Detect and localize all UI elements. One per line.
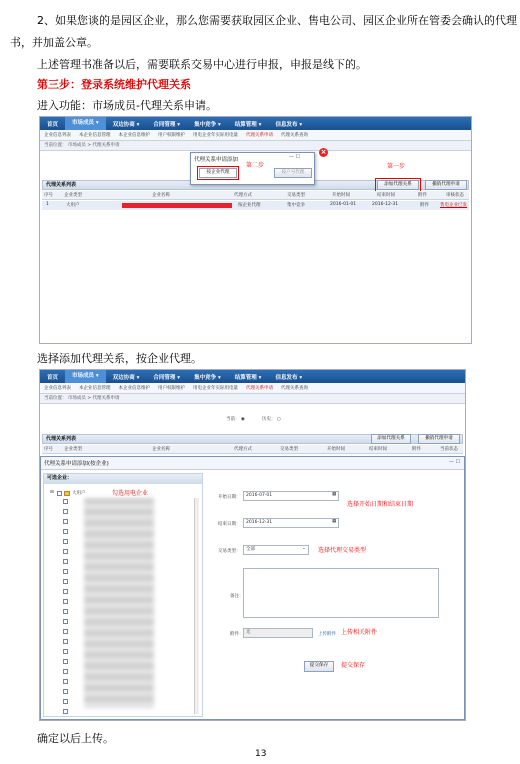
- enterprise-checkbox[interactable]: [63, 549, 68, 554]
- sub-item[interactable]: 企业信息列表: [44, 133, 71, 138]
- cancel-agency-button[interactable]: 撤销代理申请: [418, 434, 460, 444]
- status-link[interactable]: 售电企业已发: [440, 203, 467, 208]
- nav-info[interactable]: 信息发布 ▾: [275, 374, 303, 381]
- enterprise-checkbox[interactable]: [63, 539, 68, 544]
- sub-item[interactable]: 用电企业年实际用电量: [193, 386, 238, 391]
- enterprise-checkbox[interactable]: [63, 499, 68, 504]
- annotation-select: 勾选用电企业: [112, 490, 149, 497]
- page-number: 13: [255, 749, 267, 759]
- redacted-name: [122, 203, 232, 208]
- nav-contract[interactable]: 合同管理 ▾: [153, 121, 181, 128]
- dialog-title: 代理关系申请添加: [194, 157, 239, 163]
- by-account-button[interactable]: 按户号代理: [274, 168, 312, 178]
- sub-item-agency-apply[interactable]: 代理关系申请: [246, 133, 273, 138]
- col-header: 交易类型: [280, 447, 298, 452]
- col-header: 交易类型: [287, 193, 305, 198]
- sub-item[interactable]: 本企业信息维护: [118, 386, 150, 391]
- start-date-label: 开始日期：: [218, 495, 241, 500]
- cell: 附件: [420, 203, 429, 208]
- paragraph-4: 选择添加代理关系，按企业代理。: [37, 352, 202, 365]
- close-icon[interactable]: ×: [320, 148, 327, 156]
- enterprise-checkbox[interactable]: [63, 659, 68, 664]
- trade-type-select[interactable]: 全部: [243, 545, 309, 555]
- col-header: 开始时间: [332, 193, 350, 198]
- radio-history[interactable]: 历史： ○: [262, 417, 281, 422]
- sub-item[interactable]: 用电企业年实际用电量: [193, 133, 238, 138]
- enterprise-checkbox[interactable]: [63, 619, 68, 624]
- enterprise-checkbox[interactable]: [63, 629, 68, 634]
- end-date-label: 结束日期：: [218, 522, 241, 527]
- cell: 按企业代理: [238, 203, 261, 208]
- enterprise-checkbox[interactable]: [63, 599, 68, 604]
- col-header: 附件: [412, 447, 421, 452]
- radio-current[interactable]: 当前： ◉: [226, 417, 245, 422]
- list-title-bar: 代理关系列表: [42, 434, 463, 444]
- attach-label: 附件：: [230, 632, 244, 637]
- nav-home[interactable]: 首页: [47, 121, 59, 128]
- nav-market-members[interactable]: 市场成员 ▾: [65, 117, 106, 130]
- add-dialog: [40, 456, 465, 720]
- sub-item[interactable]: 本企业信息管理: [79, 133, 111, 138]
- enterprise-checkbox[interactable]: [63, 709, 68, 714]
- nav-competition[interactable]: 集中竞争 ▾: [194, 374, 221, 381]
- step3-heading: 第三步：登录系统维护代理关系: [37, 78, 191, 91]
- enterprise-checkbox[interactable]: [63, 669, 68, 674]
- sub-item-agency-apply[interactable]: 代理关系申请: [246, 386, 273, 391]
- col-header: 结束时间: [369, 447, 387, 452]
- enterprise-checkbox[interactable]: [63, 649, 68, 654]
- add-agency-button[interactable]: 添加代理关系: [371, 434, 411, 444]
- paragraph-2: 上述管理书准备以后，需要联系交易中心进行申报，申报是线下的。: [37, 58, 367, 71]
- table-row[interactable]: [42, 201, 469, 210]
- enterprise-checkbox[interactable]: [63, 699, 68, 704]
- col-header: 企业类型: [64, 447, 82, 452]
- enterprise-checkbox[interactable]: [63, 509, 68, 514]
- enterprise-checkbox[interactable]: [63, 679, 68, 684]
- enterprise-checkbox[interactable]: [63, 519, 68, 524]
- sub-item[interactable]: 代理关系查询: [281, 133, 308, 138]
- nav-info[interactable]: 信息发布 ▾: [275, 121, 303, 128]
- enterprise-checkbox[interactable]: [63, 689, 68, 694]
- dialog-controls[interactable]: — ☐: [288, 154, 300, 160]
- highlight-box: [197, 166, 239, 180]
- radio-label: 当前：: [226, 417, 240, 422]
- annotation-upload: 上传相关附件: [341, 629, 378, 636]
- sub-item[interactable]: 用户权限维护: [158, 386, 185, 391]
- folder-icon: [64, 491, 70, 496]
- remark-textarea[interactable]: [243, 568, 439, 618]
- paragraph-5: 确定以后上传。: [37, 732, 114, 745]
- sub-item[interactable]: 代理关系查询: [281, 386, 308, 391]
- breadcrumb: 当前位置： 市场成员 > 代理关系申请: [40, 141, 471, 151]
- tree-title: 可选企业：: [44, 474, 202, 484]
- nav-market-members[interactable]: 市场成员 ▾: [65, 370, 106, 383]
- screenshot-1: [39, 116, 472, 344]
- col-header: 企业名称: [152, 447, 170, 452]
- enterprise-checkbox[interactable]: [63, 559, 68, 564]
- dialog-title: 代理关系申请添加(按企业): [41, 457, 464, 470]
- list-title-bar: 代理关系列表: [42, 180, 469, 190]
- col-header: 序号: [44, 447, 53, 452]
- enterprise-checkbox[interactable]: [63, 639, 68, 644]
- calendar-icon[interactable]: ▦: [332, 519, 337, 524]
- cancel-agency-button[interactable]: 撤销代理申请: [425, 180, 467, 190]
- col-header: 企业类型: [64, 193, 82, 198]
- radio-label: 历史：: [262, 417, 276, 422]
- enterprise-checkbox[interactable]: [63, 609, 68, 614]
- paragraph-1-cont: 书，并加盖公章。: [10, 36, 98, 49]
- nav-competition[interactable]: 集中竞争 ▾: [194, 121, 221, 128]
- cell: 集中竞争: [287, 203, 305, 208]
- add-agency-button[interactable]: 添加代理关系: [377, 180, 419, 190]
- sub-nav: [40, 130, 471, 141]
- top-nav: [40, 117, 471, 130]
- sub-item[interactable]: 本企业信息维护: [118, 133, 150, 138]
- paragraph-1: 2、如果您谈的是园区企业，那么您需要获取园区企业、售电公司、园区企业所在管委会确认的代理: [37, 14, 517, 27]
- enterprise-checkbox[interactable]: [63, 529, 68, 534]
- upload-link[interactable]: 上传附件: [318, 632, 336, 637]
- annotation-dates: 选择开始日期和结束日期: [347, 501, 414, 508]
- nav-bilateral[interactable]: 双边协商 ▾: [112, 121, 140, 128]
- tree-scrollbar[interactable]: [194, 498, 199, 714]
- col-header: 代理方式: [234, 193, 252, 198]
- redacted-enterprise-list: [84, 498, 154, 708]
- col-header: 当前状态: [440, 447, 458, 452]
- cell: 大用户: [66, 203, 80, 208]
- nav-settlement[interactable]: 结算管理 ▾: [234, 374, 262, 381]
- nav-bilateral[interactable]: 双边协商 ▾: [112, 374, 140, 381]
- enterprise-checkbox[interactable]: [63, 579, 68, 584]
- nav-contract[interactable]: 合同管理 ▾: [153, 374, 181, 381]
- tree-expander[interactable]: ⊟: [50, 490, 54, 495]
- cell: 2016-01-01: [330, 202, 357, 207]
- chevron-down-icon[interactable]: ⌄: [302, 546, 306, 551]
- sub-item[interactable]: 企业信息列表: [44, 386, 71, 391]
- remark-label: 备注：: [230, 594, 244, 599]
- dialog-controls[interactable]: — ☐: [448, 459, 460, 465]
- col-header: 审核状态: [446, 193, 464, 198]
- screenshot-2: [39, 369, 466, 721]
- annotation-step1: 第一步: [387, 163, 406, 170]
- col-header: 开始时间: [327, 447, 345, 452]
- sub-nav: [40, 383, 465, 394]
- col-header: 结束时间: [377, 193, 395, 198]
- top-nav: [40, 370, 465, 383]
- highlight-box: [375, 178, 421, 192]
- by-enterprise-button[interactable]: 按企业代理: [199, 168, 237, 178]
- col-header: 附件: [418, 193, 427, 198]
- paragraph-3: 进入功能：市场成员-代理关系申请。: [37, 99, 217, 112]
- table-header: [42, 191, 469, 200]
- col-header: 代理方式: [234, 447, 252, 452]
- tree-root-label: 大用户: [72, 491, 86, 496]
- sub-item[interactable]: 用户权限维护: [158, 133, 185, 138]
- attach-input: 无: [243, 628, 313, 638]
- cell: 2016-12-31: [372, 202, 399, 207]
- calendar-icon[interactable]: ▦: [332, 492, 337, 497]
- end-date-input[interactable]: 2016-12-31: [243, 518, 339, 528]
- nav-home[interactable]: 首页: [47, 374, 59, 381]
- col-header: 企业名称: [152, 193, 170, 198]
- enterprise-checkbox[interactable]: [63, 569, 68, 574]
- cell: 1: [46, 202, 49, 207]
- enterprise-checkbox[interactable]: [63, 589, 68, 594]
- annotation-submit: 提交保存: [341, 662, 366, 669]
- sub-item[interactable]: 本企业信息管理: [79, 386, 111, 391]
- trade-type-label: 交易类型：: [218, 549, 241, 554]
- table-header: [42, 445, 463, 454]
- col-header: 序号: [44, 193, 53, 198]
- annotation-step2: 第二步: [246, 162, 265, 169]
- start-date-input[interactable]: 2016-07-01: [243, 491, 339, 501]
- nav-settlement[interactable]: 结算管理 ▾: [234, 121, 262, 128]
- annotation-type: 选择代理交易类型: [318, 547, 367, 554]
- breadcrumb: 当前位置： 市场成员 > 代理关系申请: [40, 394, 465, 404]
- submit-button[interactable]: 提交保存: [304, 661, 334, 672]
- root-checkbox[interactable]: [57, 491, 62, 496]
